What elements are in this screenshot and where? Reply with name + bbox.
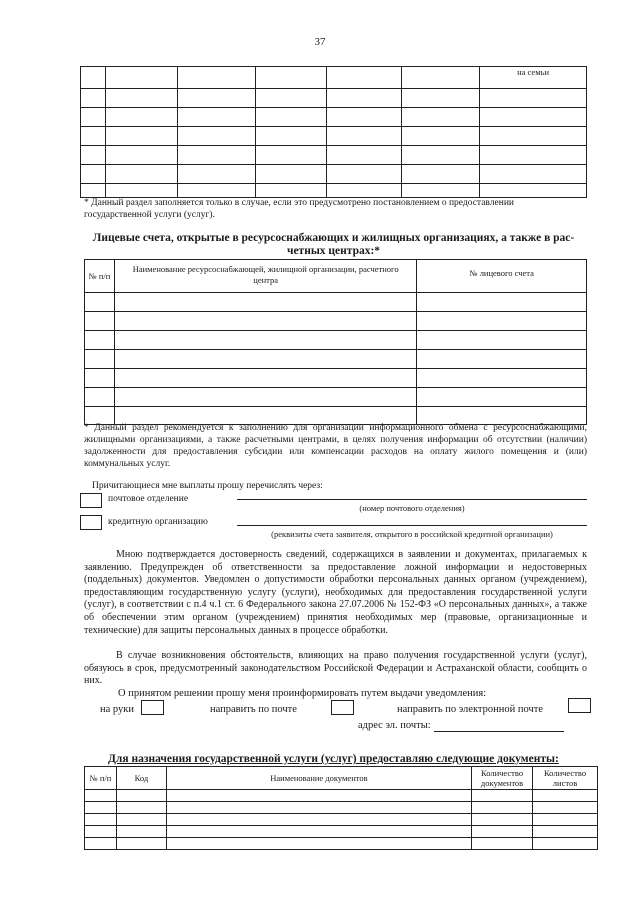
post-office-field[interactable]	[237, 499, 587, 500]
accounts-heading-line2: четных центрах:*	[286, 245, 381, 257]
consent-paragraph-2: В случае возникновения обстоятельств, влияющих на право получения государственной услуги (услуг), обязуюсь в срок, предусмотренный законодательством Российской Федерации и Астраханской области, сообщить о них.	[84, 650, 587, 687]
credit-org-label: кредитную организацию	[108, 517, 208, 527]
accounts-col-num: № п/п	[85, 260, 115, 293]
documents-col-docs: Количество документов	[472, 767, 533, 790]
table-row	[85, 369, 587, 388]
credit-org-field[interactable]	[237, 525, 587, 526]
accounts-heading	[80, 232, 587, 258]
table-row	[81, 146, 587, 165]
table-row	[85, 293, 587, 312]
documents-col-num: № п/п	[85, 767, 117, 790]
page-number: 37	[314, 36, 326, 48]
table-cell[interactable]	[327, 67, 402, 89]
table-cell[interactable]	[402, 67, 480, 89]
accounts-table	[84, 259, 587, 425]
family-header-label: на семьи	[517, 67, 550, 77]
accounts-note: * Данный раздел рекомендуется к заполнению для организации информационного обмена с ресурсоснабжающими, жилищными организациями, а также расчетными центрами, в целях получения информации об отсутствии (наличии) задолженности для предоставления субсидии или компенсации расходов на оплату жилого помещения и (или) коммунальных услуг.	[84, 423, 587, 469]
credit-org-checkbox[interactable]	[80, 515, 102, 530]
family-header-cell	[480, 67, 587, 89]
table-row	[81, 108, 587, 127]
by-mail-label: направить по почте	[210, 704, 297, 715]
by-hand-label: на руки	[100, 704, 134, 715]
payment-intro: Причитающиеся мне выплаты прошу перечислять через:	[92, 481, 323, 491]
table-cell[interactable]	[105, 67, 177, 89]
email-field[interactable]	[434, 731, 564, 732]
documents-table	[84, 766, 598, 850]
accounts-col-name: Наименование ресурсоснабжающей, жилищной организации, расчетного центра	[114, 260, 416, 293]
table-row	[85, 802, 598, 814]
documents-heading: Для назначения государственной услуги (услуг) предоставляю следующие документы:	[108, 753, 559, 765]
by-email-label: направить по электронной почте	[397, 704, 544, 715]
table-row	[85, 838, 598, 850]
post-office-label: почтовое отделение	[108, 494, 189, 504]
credit-org-caption: (реквизиты счета заявителя, открытого в российской кредитной организации)	[271, 529, 553, 539]
email-label: адрес эл. почты:	[358, 720, 431, 731]
notification-intro: О принятом решении прошу меня проинформировать путем выдачи уведомления:	[118, 688, 487, 699]
table-row	[85, 331, 587, 350]
table-row	[81, 127, 587, 146]
accounts-heading-line1: Лицевые счета, открытые в ресурсоснабжающих и жилищных организациях, а также в рас-	[92, 232, 575, 244]
table-row	[85, 826, 598, 838]
table-row	[85, 790, 598, 802]
family-table-note: * Данный раздел заполняется только в случае, если это предусмотрено постановлением о предоставлении государственной услуги (услуг).	[84, 198, 514, 220]
family-table	[80, 66, 587, 198]
by-mail-checkbox[interactable]	[331, 700, 354, 715]
table-cell[interactable]	[255, 67, 327, 89]
documents-col-code: Код	[116, 767, 166, 790]
table-row	[85, 388, 587, 407]
table-cell[interactable]	[177, 67, 255, 89]
documents-col-sheets: Количество листов	[533, 767, 598, 790]
by-hand-checkbox[interactable]	[141, 700, 164, 715]
consent-paragraph-1: Мною подтверждается достоверность сведений, содержащихся в заявлении и документах, прилагаемых к заявлению. Предупрежден об ответственности за предоставление ложной информации и недостоверных (поддельных) документов. Уведомлен о допустимости обработки персональных данных органом (учреждением), предоставляющим государственную услугу (услуги), необходимых для предоставления государственной услуги (услуг), в соответствии с п.4 ч.1 ст. 6 Федерального закона 27.07.2006 № 152-ФЗ «О персональных данных», а также об обеспечении этим органом (учреждением) принятия необходимых мер (правовые, организационные и технические) для защиты персональных данных в процессе обработки.	[84, 549, 587, 636]
table-row	[81, 89, 587, 108]
by-email-checkbox[interactable]	[568, 698, 591, 713]
table-cell[interactable]	[81, 67, 106, 89]
post-office-checkbox[interactable]	[80, 493, 102, 508]
table-row	[81, 184, 587, 198]
documents-col-name: Наименование документов	[166, 767, 471, 790]
table-row	[85, 312, 587, 331]
table-row	[81, 165, 587, 184]
table-row	[85, 350, 587, 369]
post-office-caption: (номер почтового отделения)	[359, 503, 465, 513]
table-row	[85, 814, 598, 826]
accounts-col-account: № лицевого счета	[417, 260, 587, 293]
